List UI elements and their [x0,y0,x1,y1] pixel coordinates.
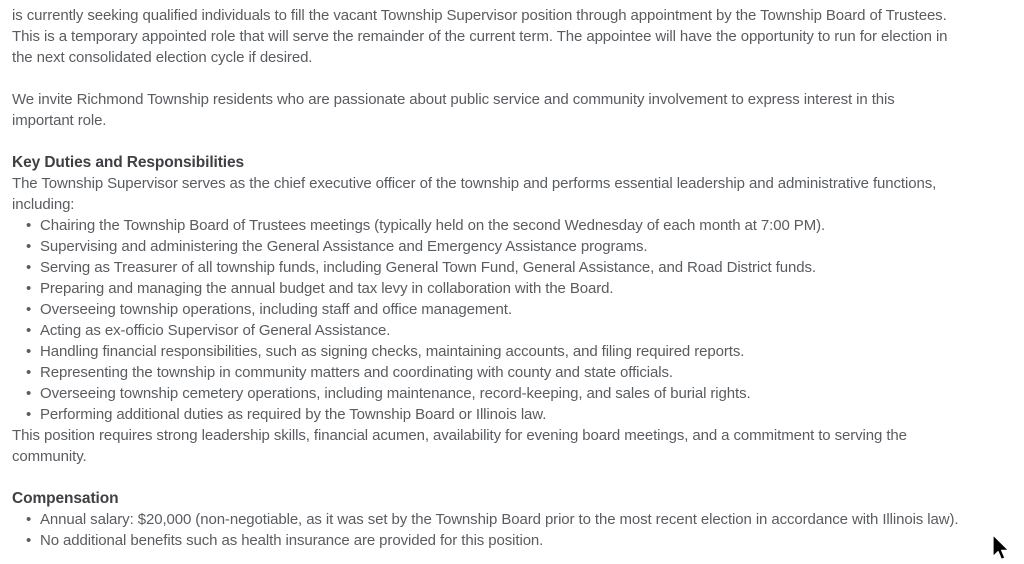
bullet-list [12,509,1024,551]
bullet-item: • Annual salary: $20,000 (non-negotiable, as it was set by the Township Board prior to the most recent election in accordance with Illinois law). [12,509,1024,530]
text-line: The Township Supervisor serves as the chief executive officer of the township and performs essential leadership and administrative functions, [12,175,937,192]
section-heading: Key Duties and Responsibilities [12,154,245,171]
bullet-item: • Performing additional duties as required by the Township Board or Illinois law. [12,404,1024,425]
bullet-item: • Serving as Treasurer of all township funds, including General Town Fund, General Assistance, and Road District funds. [12,257,1024,278]
bullet-item: • Handling financial responsibilities, such as signing checks, maintaining accounts, and filing required reports. [12,341,1024,362]
paragraph [12,173,1024,215]
text-line: community. [12,448,87,465]
paragraph [12,425,1024,467]
paragraph [12,5,1024,68]
bullet-item: • Supervising and administering the General Assistance and Emergency Assistance programs. [12,236,1024,257]
section-heading: Compensation [12,490,119,507]
text-line: This position requires strong leadership skills, financial acumen, availability for evening board meetings, and a commitment to serving the [12,427,907,444]
text-line: This is a temporary appointed role that will serve the remainder of the current term. The appointee will have the opportunity to run for election in [12,28,948,45]
text-line: including: [12,196,75,213]
bullet-item: • Chairing the Township Board of Trustees meetings (typically held on the second Wednesday of each month at 7:00 PM). [12,215,1024,236]
bullet-item: • No additional benefits such as health insurance are provided for this position. [12,530,1024,551]
text-line: the next consolidated election cycle if desired. [12,49,313,66]
bullet-item: • Overseeing township cemetery operations, including maintenance, record-keeping, and sales of burial rights. [12,383,1024,404]
text-line: is currently seeking qualified individuals to fill the vacant Township Supervisor position through appointment by the Township Board of Trustees. [12,7,947,24]
bullet-item: • Representing the township in community matters and coordinating with county and state officials. [12,362,1024,383]
text-line: important role. [12,112,107,129]
text-line: We invite Richmond Township residents who are passionate about public service and community involvement to express interest in this [12,91,895,108]
bullet-item: • Overseeing township operations, including staff and office management. [12,299,1024,320]
bullet-list [12,215,1024,425]
paragraph [12,89,1024,131]
bullet-item: • Acting as ex-officio Supervisor of General Assistance. [12,320,1024,341]
bullet-item: • Preparing and managing the annual budget and tax levy in collaboration with the Board. [12,278,1024,299]
